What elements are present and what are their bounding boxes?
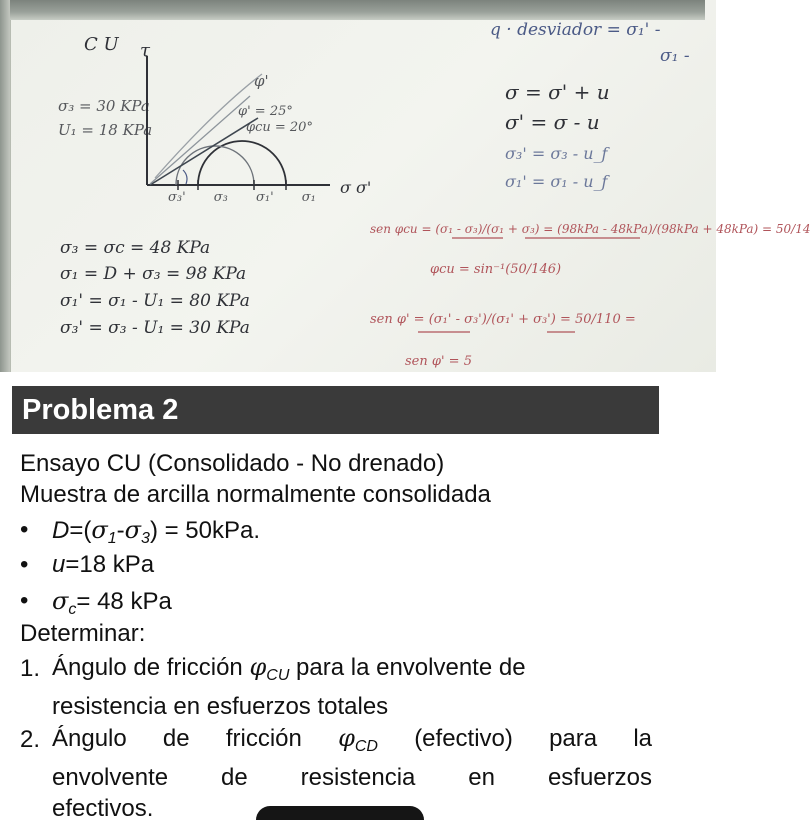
sigma-axis-label: σ σ' bbox=[340, 178, 372, 197]
calc-sigma3-effective: σ₃' = σ₃ - U₁ = 30 KPa bbox=[60, 318, 250, 338]
phi-cu-value: φcu = 20° bbox=[246, 120, 313, 135]
item-2-line-1 bbox=[52, 723, 652, 762]
whiteboard-photo bbox=[0, 0, 811, 372]
item-1-part-a: Ángulo de fricción bbox=[52, 654, 243, 681]
item-2-number: 2. bbox=[20, 726, 41, 753]
eq-sigma3-effective: σ₃' = σ₃ - u_f bbox=[505, 144, 608, 163]
confining-pressure-value: = 48 kPa bbox=[76, 588, 172, 615]
phi-symbol: φ bbox=[249, 653, 267, 681]
deviator-symbol: D bbox=[52, 517, 70, 544]
calc-sigma1: σ₁ = D + σ₃ = 98 KPa bbox=[60, 264, 247, 284]
angle-arc bbox=[183, 170, 187, 184]
item-1-text bbox=[52, 652, 652, 722]
cu-label: C U bbox=[84, 34, 119, 55]
calc-sigma3: σ₃ = σc = 48 KPa bbox=[60, 238, 211, 258]
subscript-c: c bbox=[68, 601, 77, 618]
calc-sigma1-effective: σ₁' = σ₁ - U₁ = 80 KPa bbox=[60, 291, 250, 311]
sigma-1-symbol: σ bbox=[91, 516, 108, 544]
subscript-3: 3 bbox=[141, 530, 150, 547]
eq-effective-stress: σ' = σ - u bbox=[505, 110, 600, 134]
sigma-3-symbol: σ bbox=[124, 516, 142, 544]
tau-label: τ bbox=[140, 40, 150, 61]
phi-symbol: φ bbox=[338, 724, 355, 752]
item-1-line-2: resistencia en esfuerzos totales bbox=[52, 693, 389, 720]
pore-pressure-value: =18 kPa bbox=[65, 551, 155, 578]
subscript-cu: CU bbox=[266, 667, 290, 684]
sin-phi-effective-formula: sen φ' = (σ₁' - σ₃')/(σ₁' + σ₃') = 50/110 = bbox=[370, 312, 636, 327]
confining-note: σ₃ = 30 KPa bbox=[58, 97, 150, 115]
item-2-line-3: efectivos. bbox=[52, 795, 154, 822]
deviator-continuation: σ₁ - bbox=[660, 46, 690, 66]
bullet-dot: • bbox=[20, 551, 29, 578]
effective-stress-circle bbox=[176, 146, 254, 185]
pore-pressure-bullet bbox=[52, 551, 154, 579]
problem-title: Problema 2 bbox=[12, 386, 659, 434]
item-2-part-b: (efectivo) para la bbox=[414, 725, 653, 752]
item-2-line-2: envolvente de resistencia en esfuerzos bbox=[52, 764, 652, 791]
determine-heading: Determinar: bbox=[20, 620, 146, 647]
pore-pressure-note: U₁ = 18 KPa bbox=[58, 121, 153, 139]
item-2-part-a: Ángulo de fricción bbox=[52, 725, 302, 752]
pore-pressure-symbol: u bbox=[52, 551, 66, 578]
bullet-dot: • bbox=[20, 587, 29, 614]
subscript-cd: CD bbox=[354, 738, 378, 755]
sample-description-line: Muestra de arcilla normalmente consolidada bbox=[20, 481, 491, 508]
bullet-dot: • bbox=[20, 516, 29, 543]
phi-prime-value: φ' = 25° bbox=[238, 104, 293, 119]
phi-prime-label: φ' bbox=[254, 72, 269, 90]
axis-stress-labels: σ₃' σ₃ σ₁' σ₁ bbox=[168, 190, 316, 205]
sin-phi-effective-next: sen φ' = 5 bbox=[405, 354, 472, 369]
deviator-title: q · desviador = σ₁' - bbox=[490, 20, 661, 40]
deviator-bullet: $D=(\sigma_1-\sigma_3) = 50kPa$. bbox=[52, 516, 261, 547]
eq-sigma1-effective: σ₁' = σ₁ - u_f bbox=[505, 172, 608, 191]
phi-cu-envelope bbox=[150, 118, 258, 185]
eq-total-stress: σ = σ' + u bbox=[505, 80, 610, 104]
confining-pressure-bullet bbox=[52, 587, 172, 624]
item-1-part-b: para la envolvente de bbox=[296, 654, 526, 681]
test-type-line: Ensayo CU (Consolidado - No drenado) bbox=[20, 450, 445, 477]
sigma-c-symbol: σ bbox=[52, 587, 69, 615]
phi-cu-result: φcu = sin⁻¹(50/146) bbox=[430, 262, 562, 277]
sin-phi-cu-formula: sen φcu = (σ₁ - σ₃)/(σ₁ + σ₃) = (98kPa - 48kPa)/(98kPa + 48kPa) = 50/14 bbox=[370, 222, 811, 236]
subscript-1: 1 bbox=[107, 530, 117, 547]
item-1-number: 1. bbox=[20, 655, 41, 682]
deviator-value: = 50kPa. bbox=[164, 517, 261, 544]
overlay-handle bbox=[256, 806, 424, 820]
